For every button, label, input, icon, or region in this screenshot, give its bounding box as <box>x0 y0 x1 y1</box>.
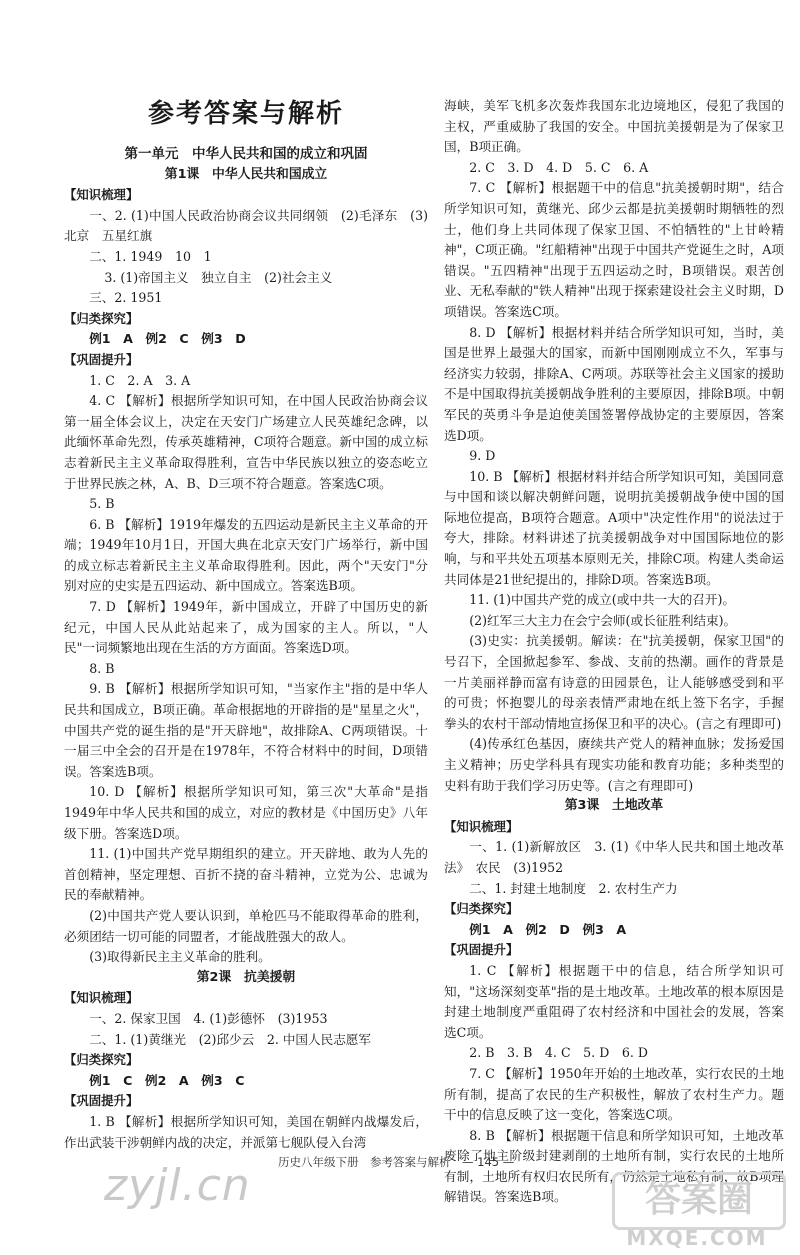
answer-line: 二、1. 1949 10 1 <box>89 248 212 264</box>
answer-line: 9. D <box>469 448 496 464</box>
section-head-gonggu: 【巩固提升】 <box>64 351 139 367</box>
unit-title: 第一单元 中华人民共和国的成立和巩固 <box>124 146 368 162</box>
answer-paragraph: 10. D 【解析】根据所学知识可知，第三次"大革命"是指1949年中华人民共和国的成立，对应的教材是《中国历史》八年级下册。答案选D项。 <box>64 784 428 841</box>
answer-line: 一、2. 保家卫国 4. (1)彭德怀 (3)1953 <box>89 1010 328 1026</box>
answer-line: 二、1. 封建土地制度 2. 农村生产力 <box>469 880 678 896</box>
answer-paragraph: 1. B 【解析】根据所学知识可知，美国在朝鲜内战爆发后，作出武装干涉朝鲜内战的决定，并派第七舰队侵入台湾 <box>64 1113 428 1150</box>
answer-line: 11. (1)中国共产党的成立(或中共一大的召开)。 <box>469 592 735 608</box>
section-head-zhishi: 【知识梳理】 <box>444 818 519 834</box>
examples-line: 例1 C 例2 A 例3 C <box>89 1072 245 1088</box>
answer-paragraph: (4)传承红色基因，赓续共产党人的精神血脉；发扬爱国主义精神；历史学科具有现实功能和教育功能；多种类型的史料有助于我们学习历史等。(言之有理即可) <box>444 736 784 793</box>
examples-line: 例1 A 例2 C 例3 D <box>89 331 246 347</box>
answer-line: 二、1. (1)黄继光 (2)邱少云 2. 中国人民志愿军 <box>89 1031 371 1047</box>
right-column <box>444 96 784 1208</box>
lesson-title-2: 第2课 抗美援朝 <box>196 969 296 985</box>
answer-line: 三、2. 1951 <box>89 290 163 306</box>
answer-paragraph: 8. B 【解析】根据题干信息和所学知识可知，土地改革废除了地主阶级封建剥削的土地所有制，实行农民的土地所有制，土地所有权归农民所有，仍然是土地私有制，故B项理解错误。答案选B项。 <box>444 1127 784 1205</box>
answer-paragraph: 7. C 【解析】1950年开始的土地改革，实行农民的土地所有制，提高了农民的生产积极性，解放了农村生产力。题干中的信息反映了这一变化，答案选C项。 <box>444 1065 784 1123</box>
answer-paragraph: 7. D 【解析】1949年，新中国成立，开辟了中国历史的新纪元，中国人民从此站起来了，成为国家的主人。所以，"人民"一词频繁地出现在生活的方方面面。答案选D项。 <box>64 599 428 656</box>
answer-paragraph: (2)中国共产党人要认识到，单枪匹马不能取得革命的胜利，必须团结一切可能的同盟者，才能战胜强大的敌人。 <box>64 907 428 944</box>
answer-paragraph: 4. C 【解析】根据所学知识可知，在中国人民政治协商会议第一届全体会议上，决定在天安门广场建立人民英雄纪念碑，以此缅怀革命先烈，传承英雄精神，C项符合题意。新中国的成立标志着新民主主义革命取得胜利，宣告中华民族以独立的姿态屹立于世界民族之林，A、B、D三项不符合题意。答案选C项。 <box>64 393 428 491</box>
watermark-domain: MXQE.COM <box>626 1226 768 1250</box>
answer-line: 一、1. (1)新解放区 3. (1)《中华人民共和国土地改革法》 农民 (3)1952 <box>444 839 784 875</box>
section-head-zhishi: 【知识梳理】 <box>64 187 139 203</box>
answer-paragraph: (3)史实：抗美援朝。解读：在"抗美援朝，保家卫国"的号召下，全国掀起参军、参战、支前的热潮。画作的背景是一片美丽祥静而富有诗意的田园景色，让人能够感受到和平的可贵；怀抱婴儿的母亲表情严肃地在纸上签下名字，手握拳头的农村干部动情地宣扬保卫和平的决心。(言之有理即可) <box>444 633 784 731</box>
answer-line: 3. (1)帝国主义 独立自主 (2)社会主义 <box>104 269 333 285</box>
lesson-title-1: 第1课 中华人民共和国成立 <box>164 166 328 182</box>
watermark-seal: 答案圈 <box>612 1172 786 1230</box>
answer-line: (2)红军三大主力在会宁会师(或长征胜利结束)。 <box>469 612 737 628</box>
answer-paragraph: 9. B 【解析】根据所学知识可知，"当家作主"指的是中华人民共和国成立，B项正确。革命根据地的开辟指的是"星星之火"，中国共产党的诞生指的是"开天辟地"，故排除A、C两项错误。十一届三中全会的召开是在1978年，不符合材料中的时间，D项错误。答案选B项。 <box>64 681 428 779</box>
answer-line: 1. C 2. A 3. A <box>89 372 191 388</box>
section-head-gonggu: 【巩固提升】 <box>64 1093 139 1109</box>
answer-paragraph: 1. C 【解析】根据题干中的信息，结合所学知识可知，"这场深刻变革"指的是土地改革。土地改革的根本原因是封建土地制度严重阻碍了农村经济和中国社会的发展，答案选C项。 <box>444 962 784 1040</box>
answer-paragraph: 11. (1)中国共产党早期组织的建立。开天辟地、敢为人先的首创精神，坚定理想、百折不挠的奋斗精神，立党为公、忠诚为民的奉献精神。 <box>64 846 428 903</box>
answer-line: 5. B <box>89 496 115 512</box>
lesson-title-3: 第3课 土地改革 <box>564 798 664 814</box>
answer-line: 2. B 3. B 4. C 5. D 6. D <box>469 1045 648 1061</box>
answer-line: 一、2. (1)中国人民政治协商会议共同纲领 (2)毛泽东 (3)北京 五星红旗 <box>64 207 428 244</box>
answer-line: 8. B <box>89 660 115 676</box>
answer-line: (3)取得新民主主义革命的胜利。 <box>89 949 271 965</box>
answer-paragraph: 7. C 【解析】根据题干中的信息"抗美援朝时期"，结合所学知识可知，黄继光、邱少云都是抗美援朝时期牺牲的烈士，他们身上共同体现了保家卫国、不怕牺牲的"上甘岭精神"，C项正确。"红船精神"出现于中国共产党诞生之时，A项错误。"五四精神"出现于五四运动之时，B项错误。艰苦创业、无私奉献的"铁人精神"出现于探索建设社会主义时期，D项错误。答案选C项。 <box>444 180 784 319</box>
answer-paragraph: 8. D 【解析】根据材料并结合所学知识可知，当时，美国是世界上最强大的国家，而新中国刚刚成立不久，军事与经济实力较弱，排除A、C两项。苏联等社会主义国家的援助不是中国取得抗美援朝战争胜利的主要原因，排除B项。中朝军民的英勇斗争是迫使美国签署停战协定的主要原因，答案选D项。 <box>444 324 784 443</box>
answer-line: 2. C 3. D 4. D 5. C 6. A <box>469 159 649 175</box>
answer-paragraph: 海峡，美军飞机多次轰炸我国东北边境地区，侵犯了我国的主权，严重威胁了我国的安全。中国抗美援朝是为了保家卫国，B项正确。 <box>444 98 784 155</box>
left-column <box>64 94 428 1153</box>
section-head-zhishi: 【知识梳理】 <box>64 990 139 1006</box>
examples-line: 例1 A 例2 D 例3 A <box>469 921 627 937</box>
running-footer: 历史八年级下册 参考答案与解析 — 145 — <box>278 1155 515 1169</box>
section-head-guilei: 【归类探究】 <box>64 310 139 326</box>
answer-paragraph: 10. B 【解析】根据材料并结合所学知识可知，美国同意与中国和谈以解决朝鲜问题，说明抗美援朝战争使中国的国际地位提高，B项符合题意。A项中"决定性作用"的说法过于夸大，排除。材料讲述了抗美援朝战争对中国国际地位的影响，与和平共处五项基本原则无关，排除C项。构建人类命运共同体是21世纪提出的，排除D项。答案选B项。 <box>444 468 784 587</box>
watermark-text: zyjl.cn <box>104 1160 251 1211</box>
section-head-gonggu: 【巩固提升】 <box>444 942 519 958</box>
section-head-guilei: 【归类探究】 <box>444 901 519 917</box>
section-head-guilei: 【归类探究】 <box>64 1052 139 1068</box>
answer-paragraph: 6. B 【解析】1919年爆发的五四运动是新民主主义革命的开端；1949年10月1日，开国大典在北京天安门广场举行，新中国的成立标志着新民主主义革命取得胜利。因此，两个"天安门"分别对应的史实是五四运动、新中国成立。答案选B项。 <box>64 516 428 594</box>
page-title: 参考答案与解析 <box>147 99 344 129</box>
watermark-logo <box>612 1172 782 1250</box>
